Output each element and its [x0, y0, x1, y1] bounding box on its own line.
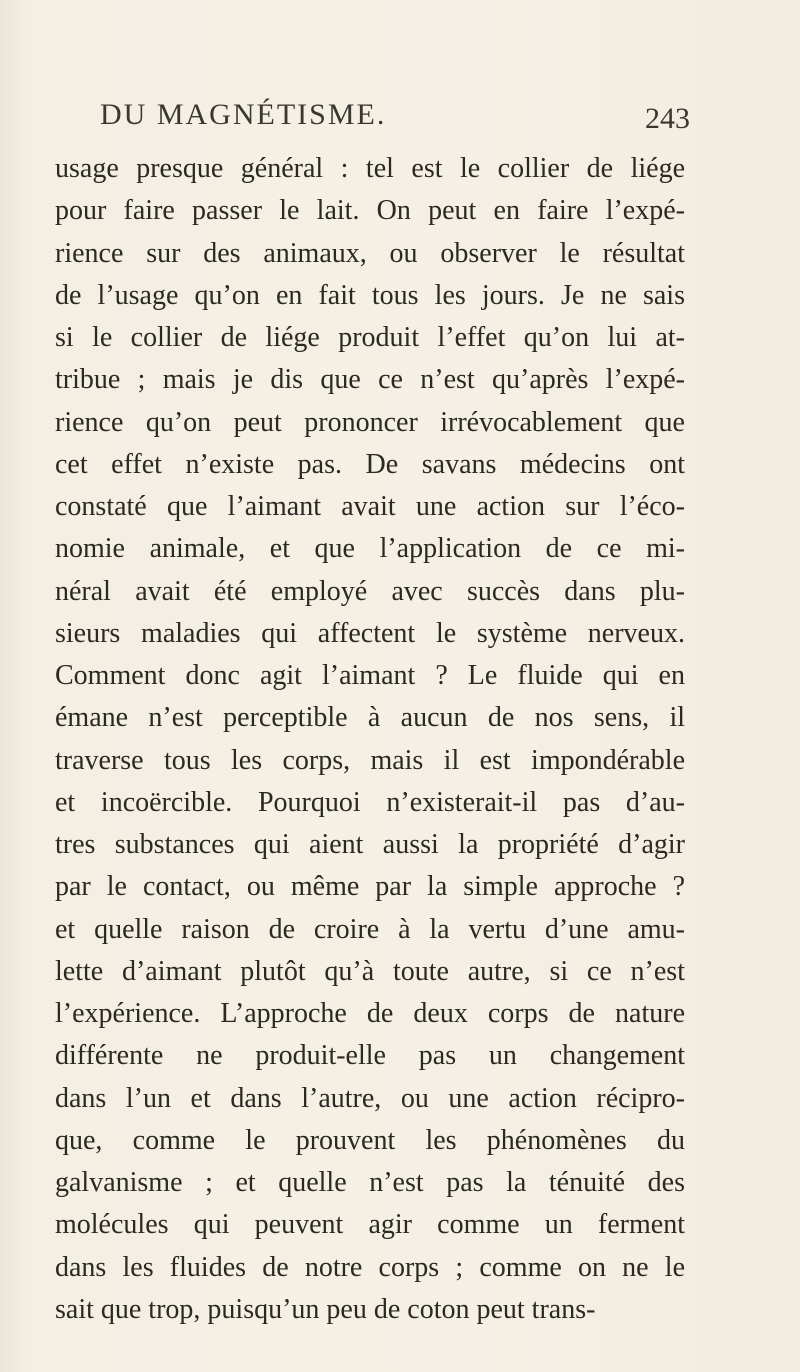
text-line: dans l’un et dans l’autre, ou une action récipro- — [55, 1082, 685, 1114]
text-line: molécules qui peuvent agir comme un ferment — [55, 1209, 685, 1241]
text-line: tribue ; mais je dis que ce n’est qu’après l’expé- — [55, 364, 685, 396]
text-line: galvanisme ; et quelle n’est pas la ténuité des — [55, 1167, 685, 1198]
text-line: que, comme le prouvent les phénomènes du — [55, 1124, 685, 1156]
text-line: différente ne produit-elle pas un changement — [55, 1040, 685, 1072]
text-line: sait que trop, puisqu’un peu de coton peut trans- — [55, 1293, 596, 1325]
text-line: usage presque général : tel est le collier de liége — [55, 153, 685, 184]
text-line: et quelle raison de croire à la vertu d’une amu- — [55, 913, 685, 945]
text-line: sieurs maladies qui affectent le système nerveux. — [55, 617, 685, 649]
text-line: constaté que l’aimant avait une action sur l’éco- — [55, 491, 685, 522]
text-line: rience qu’on peut prononcer irrévocablement que — [55, 406, 685, 438]
text-line: par le contact, ou même par la simple approche ? — [55, 871, 685, 903]
text-line: rience sur des animaux, ou observer le résultat — [55, 237, 685, 269]
text-line: traverse tous les corps, mais il est impondérable — [55, 744, 685, 776]
text-line: tres substances qui aient aussi la propriété d’agir — [55, 829, 685, 860]
running-head — [100, 98, 690, 138]
text-line: de l’usage qu’on en fait tous les jours. Je ne sais — [55, 279, 685, 311]
text-line: Comment donc agit l’aimant ? Le fluide qui en — [55, 660, 685, 691]
text-line: pour faire passer le lait. On peut en faire l’expé- — [55, 195, 685, 227]
text-line: et incoërcible. Pourquoi n’existerait-il pas d’au- — [55, 786, 685, 818]
body-text — [55, 148, 685, 1331]
text-line: lette d’aimant plutôt qu’à toute autre, si ce n’est — [55, 955, 685, 987]
text-line: dans les fluides de notre corps ; comme on ne le — [55, 1251, 685, 1283]
text-line: émane n’est perceptible à aucun de nos sens, il — [55, 702, 685, 734]
text-line: si le collier de liége produit l’effet qu’on lui at- — [55, 322, 685, 353]
text-line: cet effet n’existe pas. De savans médecins ont — [55, 448, 685, 480]
text-line: néral avait été employé avec succès dans plu- — [55, 575, 685, 607]
text-line: nomie animale, et que l’application de ce mi- — [55, 533, 685, 565]
text-line: l’expérience. L’approche de deux corps de nature — [55, 998, 685, 1029]
page-number: 243 — [645, 102, 690, 135]
running-title: DU MAGNÉTISME. — [100, 98, 387, 131]
